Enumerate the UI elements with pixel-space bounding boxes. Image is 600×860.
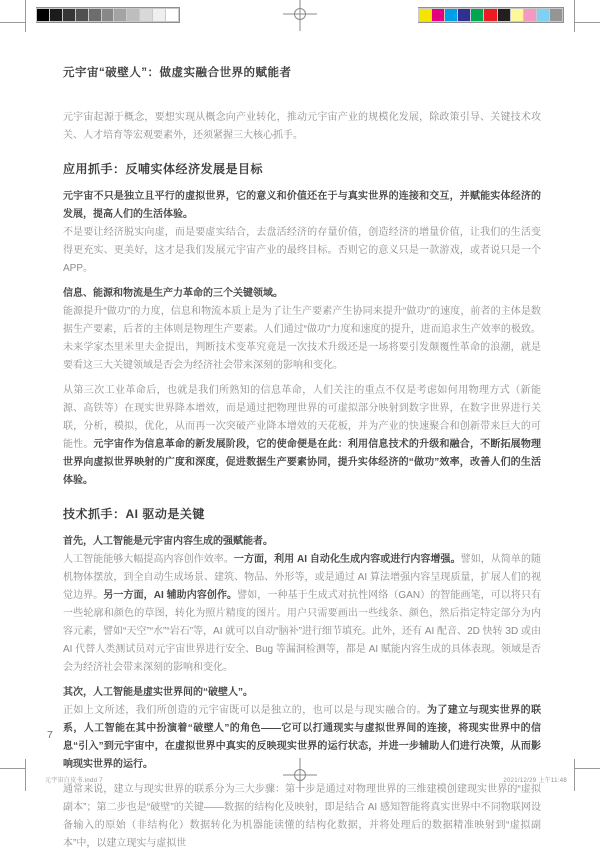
calibration-swatch: [431, 8, 445, 22]
body-paragraph: [63, 303, 541, 375]
bold-text-run: 首先，人工智能是元宇宙内容生成的强赋能者。: [63, 536, 273, 547]
calibration-swatch: [549, 8, 563, 22]
text-run: 正如上文所述，我们所创造的元宇宙既可以是独立的，也可以是与现实融合的。: [63, 705, 427, 716]
bold-text-run: 信息、能源和物流是生产力革命的三个关键领域。: [63, 288, 283, 299]
bold-text-run: 一方面，利用 AI 自动化生成内容或进行内容增强。: [233, 554, 461, 565]
calibration-swatch: [113, 8, 127, 22]
calibration-swatch: [483, 8, 497, 22]
calibration-swatch: [62, 8, 76, 22]
crop-mark: [574, 0, 575, 32]
page-number: 7: [47, 729, 53, 741]
body-paragraph: [63, 188, 541, 224]
section-heading: 技术抓手：AI 驱动是关键: [63, 507, 205, 521]
registration-mark-icon: [283, 0, 317, 31]
bold-text-run: 为了建立与现实世界的联系，人工智能在其中扮演着“破壁人”的角色——它可以打通现实与虚拟世界间的连接，将现实世界中的信息“引入”到元宇宙中，在虚拟世界中真实的反映现实世界的运行状态，并进一步辅助人们进行决策，从而影响现实世界的运行。: [63, 705, 542, 770]
calibration-swatch: [36, 8, 50, 22]
section-heading: 应用抓手：反哺实体经济发展是目标: [63, 162, 264, 176]
calibration-swatch: [126, 8, 140, 22]
article-title: 元宇宙“破壁人”：做虚实融合世界的赋能者: [63, 67, 292, 79]
bold-text-run: 另一方面，AI 辅助内容创作。: [103, 590, 238, 601]
calibration-swatch: [536, 8, 550, 22]
text-run: 元宇宙起源于概念，要想实现从概念向产业转化，推动元宇宙产业的规模化发展，除政策引导、关键技术攻关、人才培育等宏观要素外，还须紧握三大核心抓手。: [63, 112, 541, 141]
calibration-swatch: [49, 8, 63, 22]
text-run: 譬如，从简单的随机物体摆放，到全自动生成场景、建筑、物品、外形等，或是通过 AI 算法增强内容呈现质量，扩展人们的视觉边界。: [63, 554, 542, 601]
body-paragraph: [63, 684, 541, 702]
calibration-swatch: [139, 8, 153, 22]
calibration-swatch: [75, 8, 89, 22]
text-run: 人工智能能够大幅提高内容创作效率。: [63, 554, 234, 565]
crop-mark: [575, 22, 600, 23]
bold-text-run: 元宇宙作为信息革命的新发展阶段，它的使命便是在此：利用信息技术的升级和融合，不断拓展物理世界向虚拟世界映射的广度和深度，促进数据生产要素协同，提升实体经济的“做功”效率，改善人们的生活体验。: [63, 439, 542, 486]
text-run: 不是要让经济脱实向虚，而是要虚实结合，去盘活经济的存量价值，创造经济的增量价值，让我们的生活变得更充实、更美好，这才是我们发展元宇宙产业的最终目标。否则它的意义只是一款游戏，或者说只是一个 APP。: [63, 227, 541, 274]
body-paragraph: [63, 224, 541, 278]
body-paragraph: [63, 109, 541, 145]
file-slug: 元宇宙白皮书.indd 7: [45, 778, 103, 784]
calibration-swatch: [88, 8, 102, 22]
crop-mark: [0, 22, 26, 23]
crop-mark: [25, 0, 26, 32]
body-paragraph: [63, 551, 541, 677]
body-paragraph: [63, 781, 541, 853]
grayscale-calibration-bar: [36, 7, 180, 23]
body-paragraph: [63, 702, 541, 774]
text-run: 从第三次工业革命后，也就是我们所熟知的信息革命，人们关注的重点不仅是考虑如何用物理方式（新能源、高铁等）在现实世界降本增效，而是通过把物理世界的可虚拟部分映射到数字世界，在数字世界进行关联，分析，模拟，优化，从而再一次突破产业降本增效的天花板，并为产业的快速聚合和创新带来巨大的可能性。: [63, 385, 541, 450]
calibration-swatch: [152, 8, 166, 22]
text-run: 能源提升“做功”的力度，信息和物流本质上是为了让生产要素产生协同来提升“做功”的速度，前者的主体是数据生产要素，后者的主体则是物理生产要素。人们通过“做功”力度和速度的提升，进而追求生产效率的极致。未来学家杰里米里夫金提出，判断技术变革究竟是一次技术升级还是一场将要引发颠覆性革命的浪潮，就是要看这三大关键领域是否会为经济社会带来深刻的影响和变化。: [63, 306, 541, 371]
calibration-swatch: [444, 8, 458, 22]
cmyk-calibration-bar: [418, 7, 564, 23]
calibration-swatch: [165, 8, 179, 22]
calibration-swatch: [470, 8, 484, 22]
crop-mark: [0, 768, 26, 769]
body-paragraph: [63, 285, 541, 303]
bold-text-run: 元宇宙不只是独立且平行的虚拟世界，它的意义和价值还在于与真实世界的连接和交互，并赋能实体经济的发展，提高人们的生活体验。: [63, 191, 541, 220]
text-run: 譬如，一种基于生成式对抗性网络（GAN）的智能画笔，可以将只有一些轮廓和颜色的草图，转化为照片精度的图片。用户只需要画出一些线条、颜色，然后指定特定部分为内容元素，譬如“天空”“水”“岩石”等，AI 就可以自动“脑补”进行细节填充。此外，还有 AI 配音、2D 快转 3D 或由 AI 代替人类测试员对元宇宙世界进行安全、Bug 等漏洞检测等，都是 AI 赋能内容生成的具体表现。领域是否会为经济社会带来深刻的影响和变化。: [63, 590, 542, 673]
calibration-swatch: [418, 8, 432, 22]
calibration-swatch: [510, 8, 524, 22]
crop-mark: [575, 768, 600, 769]
crop-mark: [574, 759, 575, 791]
article-content: [63, 64, 541, 860]
crop-mark: [25, 759, 26, 791]
calibration-swatch: [497, 8, 511, 22]
text-run: 通常来说，建立与现实世界的联系分为三大步骤：第一步是通过对物理世界的三维建模创建现实世界的“虚拟副本”；第二步也是“破壁”的关键——数据的结构化及映射，即是结合 AI 感知智能将真实世界中不同物联网设备输入的原始（非结构化）数据转化为机器能读懂的结构化数据，并将处理后的数据精准映射到“虚拟副本”中，以建立现实与虚拟世: [63, 784, 541, 849]
timestamp-slug: 2021/12/29 上午11:48: [503, 778, 567, 784]
article-blocks: [63, 109, 541, 853]
calibration-swatch: [523, 8, 537, 22]
bold-text-run: 其次，人工智能是虚实世界间的“破壁人”。: [63, 687, 253, 698]
calibration-swatch: [101, 8, 115, 22]
body-paragraph: [63, 533, 541, 551]
calibration-swatch: [457, 8, 471, 22]
body-paragraph: [63, 382, 541, 490]
